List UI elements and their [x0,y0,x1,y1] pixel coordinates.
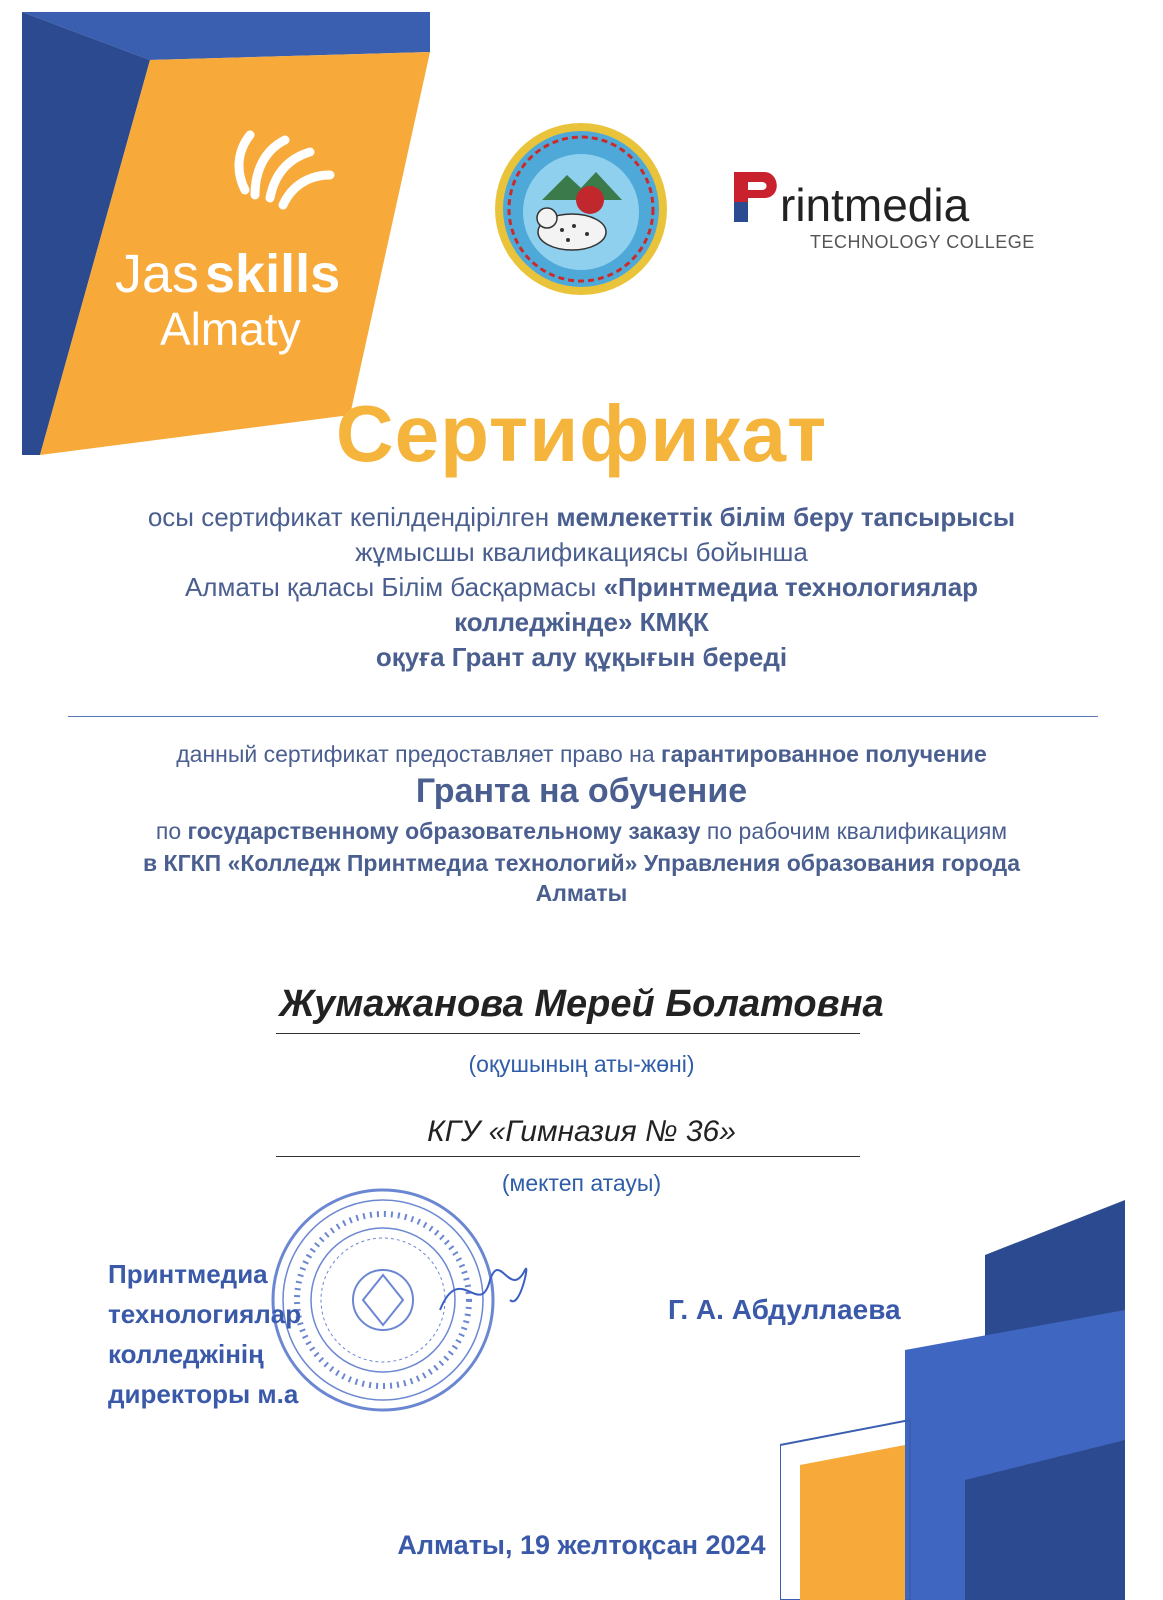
ru-line-1 [0,738,1163,770]
jasskills-text-a: Jas [115,244,200,304]
recipient-caption: (оқушының аты-жөні) [468,1051,695,1077]
ru-line-3 [0,815,1163,847]
kz-line-3 [0,570,1163,605]
kz-line-1-normal: осы сертификат кепілдендірілген [147,502,557,532]
ru-line-1-bold: гарантированное получение [661,741,987,767]
jasskills-text-b: skills [205,244,341,304]
ru-line-5: Алматы [535,880,628,906]
printmedia-name: rintmedia [780,179,970,231]
ru-line-3-b: государственному образовательному заказу [187,818,701,844]
director-title-line-3: колледжінің [108,1339,264,1369]
signatory-name: Г. А. Абдуллаева [668,1294,901,1325]
jasskills-text-almaty: Almaty [160,303,301,355]
school-name: КГУ «Гимназия № 36» [427,1115,736,1148]
printmedia-p-icon [730,168,786,226]
director-title-line-1: Принтмедиа [108,1259,268,1289]
kz-line-1 [0,500,1163,535]
divider [68,716,1098,717]
signature-icon [430,1240,540,1330]
ru-line-4: в КГКП «Колледж Принтмедиа технологий» Управления образования города [143,850,1020,876]
kz-line-5: оқуға Грант алу құқығын береді [375,642,788,672]
recipient-name: Жумажанова Мерей Болатовна [279,983,884,1025]
director-title-line-2: технологиялар [108,1299,302,1329]
ru-line-3-a: по [155,818,188,844]
ru-grant-heading: Гранта на обучение [415,772,748,810]
ru-line-1-normal: данный сертификат предоставляет право на [176,741,662,767]
kz-line-1-bold: мемлекеттік білім беру тапсырысы [556,502,1016,532]
name-underline [276,1033,860,1034]
kz-line-3-bold: «Принтмедиа технологиялар [603,572,979,602]
ru-line-3-c: по рабочим квалификациям [700,818,1008,844]
almaty-emblem-icon [492,120,670,298]
issue-date: Алматы, 19 желтоқсан 2024 [397,1530,766,1560]
school-underline [276,1156,860,1157]
kz-line-2: жұмысшы квалификациясы бойынша [355,537,808,567]
director-title-line-4: директоры м.а [108,1379,299,1409]
certificate-title: Сертификат [335,389,828,478]
kz-line-3-normal: Алматы қаласы Білім басқармасы [184,572,604,602]
kz-line-4: колледжінде» КМҚК [454,607,709,637]
printmedia-subtitle: TECHNOLOGY COLLEGE [810,232,1035,252]
school-caption: (мектеп атауы) [501,1170,662,1196]
